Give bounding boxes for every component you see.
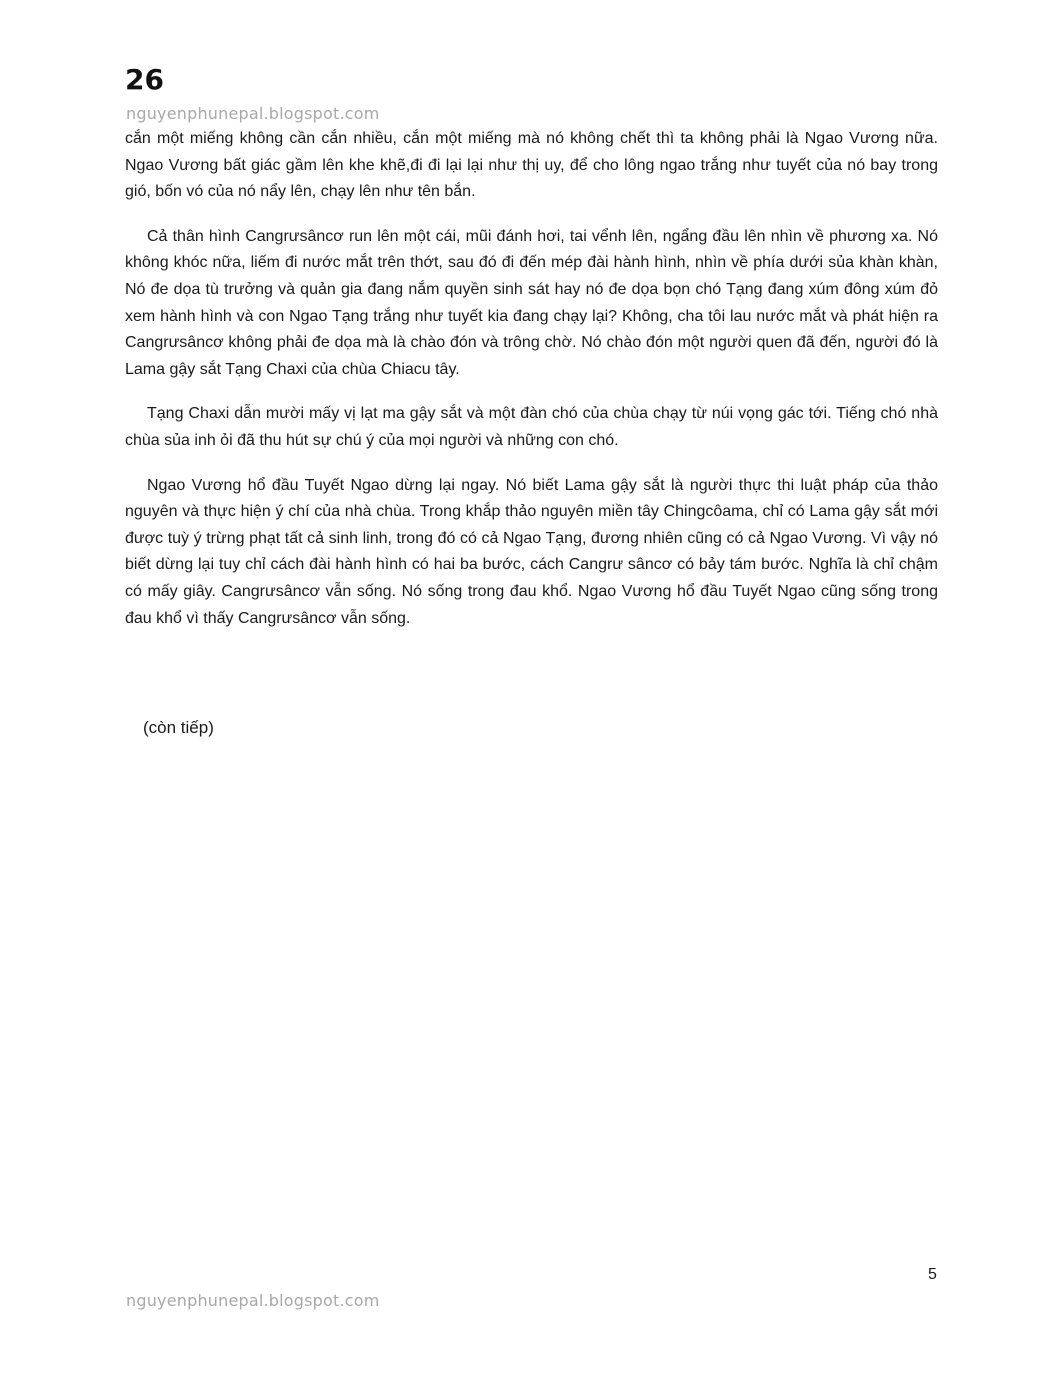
paragraph: cắn một miếng không cần cắn nhiều, cắn một miếng mà nó không chết thì ta không phải là Ngao Vương nữa. Ngao Vương bất giác gầm lên khe khẽ,đi đi lại lại như thị uy, để cho lông ngao trắng như tuyết của nó bay trong gió, bốn vó của nó nẩy lên, chạy lên như tên bắn. [125,130,938,201]
page-number: 5 [928,1266,937,1283]
paragraph: Tạng Chaxi dẫn mười mấy vị lạt ma gậy sắt và một đàn chó của chùa chạy từ núi vọng gác tới. Tiếng chó nhà chùa sủa inh ỏi đã thu hút sự chú ý của mọi người và những con chó. [125,405,938,449]
continue-note: (còn tiếp) [143,718,214,737]
footer-watermark: nguyenphunepal.blogspot.com [126,1291,380,1310]
header-watermark: nguyenphunepal.blogspot.com [126,104,380,123]
chapter-number: 26 [125,63,164,96]
document-body [125,126,938,650]
paragraph: Cả thân hình Cangrưsâncơ run lên một cái, mũi đánh hơi, tai vểnh lên, ngẩng đầu lên nhìn về phương xa. Nó không khóc nữa, liếm đi nước mắt trên thớt, sau đó đi đến mép đài hành hình, nhìn về phía dưới sủa khàn khàn, Nó đe dọa tù trưởng và quản gia đang nắm quyền sinh sát hay nó đe dọa bọn chó Tạng đang xúm đông xúm đỏ xem hành hình và con Ngao Tạng trắng như tuyết kia đang chạy lại? Không, cha tôi lau nước mắt và phát hiện ra Cangrưsâncơ không phải đe dọa mà là chào đón và trông chờ. Nó chào đón một người quen đã đến, người đó là Lama gậy sắt Tạng Chaxi của chùa Chiacu tây. [125,227,938,378]
paragraph: Ngao Vương hổ đầu Tuyết Ngao dừng lại ngay. Nó biết Lama gậy sắt là người thực thi luật pháp của thảo nguyên và thực hiện ý chí của nhà chùa. Trong khắp thảo nguyên miền tây Chingcôama, chỉ có Lama gậy sắt mới được tuỳ ý trừng phạt tất cả sinh linh, trong đó có cả Ngao Tạng, đương nhiên cũng có cả Ngao Vương. Vì vậy nó biết dừng lại tuy chỉ cách đài hành hình có hai ba bước, cách Cangrư sâncơ có bảy tám bước. Nghĩa là chỉ chậm có mấy giây. Cangrưsâncơ vẫn sống. Nó sống trong đau khổ. Ngao Vương hổ đầu Tuyết Ngao cũng sống trong đau khổ vì thấy Cangrưsâncơ vẫn sống. [125,476,938,627]
